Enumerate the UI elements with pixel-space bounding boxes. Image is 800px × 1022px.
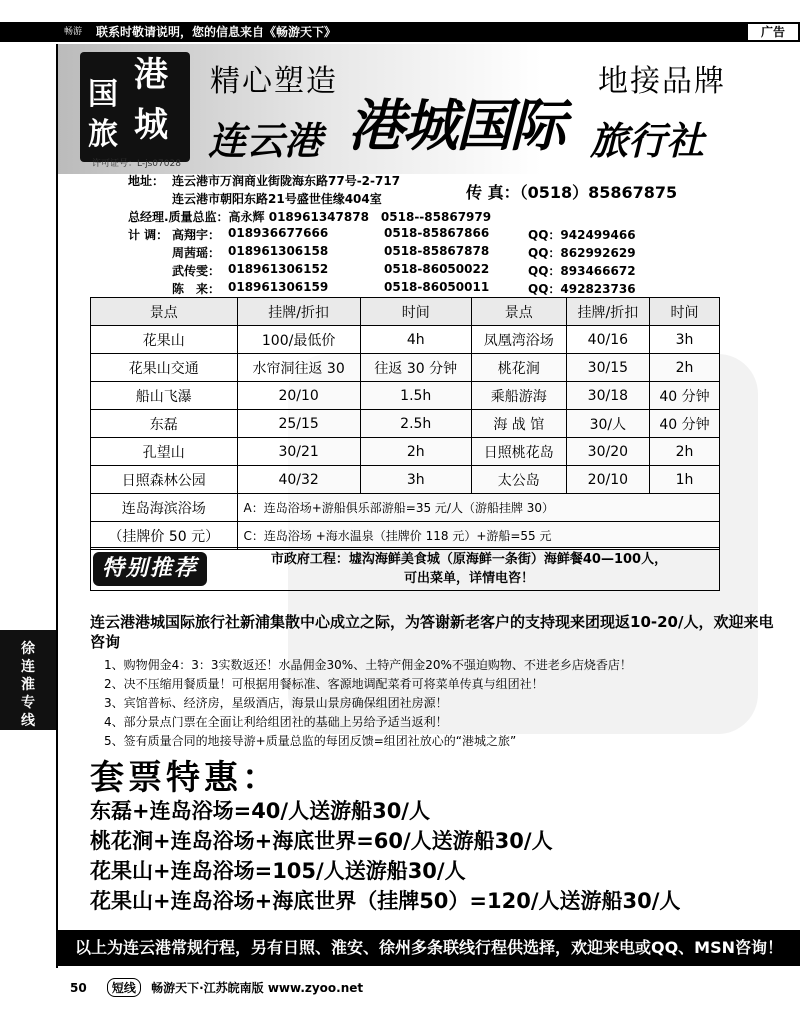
package-item: 花果山+连岛浴场+海底世界（挂牌50）=120/人送游船30/人 <box>90 889 681 913</box>
rule-item: 2、决不压缩用餐质量！可根据用餐标准、客源地调配菜肴可将菜单传真与组团社！ <box>104 677 544 691</box>
beach-row-a <box>91 494 720 522</box>
beach-option-c: C：连岛浴场 +海水温泉（挂牌价 118 元）+游船=55 元 <box>237 522 719 550</box>
table-cell: 3h <box>649 326 719 354</box>
table-cell: 4h <box>360 326 471 354</box>
table-cell: 2h <box>649 438 719 466</box>
side-tab-char: 连 <box>21 659 35 675</box>
table-cell: 40/32 <box>237 466 360 494</box>
table-cell: 30/18 <box>566 382 649 410</box>
agency-logo <box>80 52 190 162</box>
side-tab-char: 线 <box>21 713 35 729</box>
table-cell: 花果山交通 <box>91 354 238 382</box>
table-row <box>91 354 720 382</box>
dispatcher-mobile: 018961306159 <box>228 280 329 294</box>
rule-item: 4、部分景点门票在全面让利给组团社的基础上另给予适当返利！ <box>104 715 448 729</box>
side-tab-char: 徐 <box>21 641 35 657</box>
table-cell: 日照桃花岛 <box>471 438 566 466</box>
rule-item: 5、签有质量合同的地接导游+质量总监的每团反馈=组团社放心的“港城之旅” <box>104 734 517 748</box>
logo-char: 城 <box>134 105 168 145</box>
table-cell: 花果山 <box>91 326 238 354</box>
table-row <box>91 382 720 410</box>
package-item: 花果山+连岛浴场=105/人送游船30/人 <box>90 859 466 883</box>
dispatcher-name: 陈 来： <box>172 282 221 296</box>
agency-name: 港城国际 <box>348 94 564 159</box>
table-cell: 往返 30 分钟 <box>360 354 471 382</box>
bottom-banner: 以上为连云港常规行程，另有日照、淮安、徐州多条联线行程供选择，欢迎来电或QQ、MSN咨询！ <box>58 930 800 966</box>
side-tab-route <box>0 630 56 730</box>
table-cell: 100/最低价 <box>237 326 360 354</box>
table-cell: 太公岛 <box>471 466 566 494</box>
header-cell: 景点 <box>91 298 238 326</box>
address-line-2: 连云港市朝阳东路21号盛世佳缘404室 <box>172 192 382 206</box>
fax-number: 传 真：（0518）85867875 <box>466 183 678 202</box>
package-title: 套票特惠： <box>90 758 280 798</box>
dispatcher-name: 高翔宇： <box>172 228 221 242</box>
dispatcher-tel: 0518-85867878 <box>384 244 490 258</box>
dispatch-label: 计 调： <box>128 228 169 242</box>
logo-char: 国 <box>88 77 118 112</box>
rule-item: 3、宾馆普标、经济房，星级酒店，海景山景房确保组团社房源！ <box>104 696 448 710</box>
table-cell: 凤凰湾浴场 <box>471 326 566 354</box>
special-line-1: 市政府工程：墟沟海鲜美食城（原海鲜一条街）海鲜餐40—100人， <box>270 552 668 567</box>
beach-price: （挂牌价 50 元） <box>91 522 238 550</box>
agency-type: 旅行社 <box>590 119 705 163</box>
table-cell: 30/20 <box>566 438 649 466</box>
dispatcher-mobile: 018936677666 <box>228 226 329 240</box>
brand-slogan: 地接品牌 <box>598 64 726 99</box>
table-row <box>91 410 720 438</box>
dispatcher-qq: QQ：492823736 <box>528 282 636 296</box>
table-cell: 30/21 <box>237 438 360 466</box>
special-recommendation <box>90 547 720 591</box>
service-rules <box>104 656 632 751</box>
table-cell: 桃花涧 <box>471 354 566 382</box>
attractions-table <box>90 297 720 550</box>
table-cell: 40 分钟 <box>649 382 719 410</box>
license-number: 许可证号：L-js07028 <box>92 159 181 169</box>
table-cell: 30/人 <box>566 410 649 438</box>
table-cell: 3h <box>360 466 471 494</box>
publication-name: 畅游天下·江苏皖南版 www.zyoo.net <box>151 981 364 995</box>
package-item: 东磊+连岛浴场=40/人送游船30/人 <box>90 799 430 823</box>
table-cell: 1.5h <box>360 382 471 410</box>
table-cell: 40/16 <box>566 326 649 354</box>
header-cell: 景点 <box>471 298 566 326</box>
header-cell: 时间 <box>360 298 471 326</box>
table-cell: 30/15 <box>566 354 649 382</box>
table-cell: 东磊 <box>91 410 238 438</box>
logo-char: 港 <box>134 55 168 95</box>
dispatcher-mobile: 018961306158 <box>228 244 329 258</box>
top-banner <box>0 22 800 42</box>
section-tag: 短线 <box>107 978 141 997</box>
beach-name: 连岛海滨浴场 <box>91 494 238 522</box>
table-cell: 孔望山 <box>91 438 238 466</box>
table-cell: 2h <box>360 438 471 466</box>
table-cell: 2h <box>649 354 719 382</box>
dispatcher-qq: QQ：942499466 <box>528 228 636 242</box>
table-row <box>91 466 720 494</box>
header-cell: 挂牌/折扣 <box>237 298 360 326</box>
table-cell: 20/10 <box>237 382 360 410</box>
dispatcher-qq: QQ：893466672 <box>528 264 636 278</box>
header <box>58 44 800 174</box>
table-cell: 海 战 馆 <box>471 410 566 438</box>
special-line-2: 可出菜单，详情电咨！ <box>403 571 534 586</box>
dispatcher-qq: QQ：862992629 <box>528 246 636 260</box>
address-line-1: 连云港市万润商业街陇海东路77号-2-717 <box>172 174 401 188</box>
dispatcher-mobile: 018961306152 <box>228 262 329 276</box>
slogan: 精心塑造 <box>210 64 338 99</box>
ad-page <box>56 44 800 968</box>
city-name: 连云港 <box>208 119 323 163</box>
package-item: 桃花涧+连岛浴场+海底世界=60/人送游船30/人 <box>90 829 553 853</box>
address-label: 地址： <box>128 174 165 188</box>
table-header-row <box>91 298 720 326</box>
special-text <box>219 550 719 588</box>
package-list <box>90 796 680 916</box>
table-cell: 20/10 <box>566 466 649 494</box>
ad-label: 广告 <box>746 22 800 42</box>
beach-option-a: A：连岛浴场+游船俱乐部游船=35 元/人（游船挂牌 30） <box>237 494 719 522</box>
table-cell: 日照森林公园 <box>91 466 238 494</box>
table-cell: 船山飞瀑 <box>91 382 238 410</box>
table-cell: 水帘洞往返 30 <box>237 354 360 382</box>
promo-announcement: 连云港港城国际旅行社新浦集散中心成立之际，为答谢新老客户的支持现来团现返10-20/人，欢迎来电咨询 <box>90 613 774 651</box>
dispatcher-name: 武传雯： <box>172 264 221 278</box>
dispatcher-tel: 0518-85867866 <box>384 226 490 240</box>
side-tab-char: 淮 <box>21 677 35 693</box>
logo-char: 旅 <box>88 117 118 152</box>
magazine-logo: 畅游 <box>63 27 82 37</box>
page-footer <box>70 978 363 997</box>
table-cell: 2.5h <box>360 410 471 438</box>
page-number: 50 <box>70 981 87 995</box>
manager-contact: 总经理.质量总监：高永辉 018961347878 0518--85867979 <box>128 210 492 224</box>
header-cell: 挂牌/折扣 <box>566 298 649 326</box>
dispatcher-tel: 0518-86050011 <box>384 280 490 294</box>
table-cell: 25/15 <box>237 410 360 438</box>
source-note: 联系时敬请说明，您的信息来自《畅游天下》 <box>96 25 337 39</box>
beach-row-c <box>91 522 720 550</box>
dispatcher-tel: 0518-86050022 <box>384 262 490 276</box>
table-row <box>91 326 720 354</box>
table-cell: 1h <box>649 466 719 494</box>
side-tab-char: 专 <box>21 695 35 711</box>
table-cell: 40 分钟 <box>649 410 719 438</box>
header-cell: 时间 <box>649 298 719 326</box>
table-row <box>91 438 720 466</box>
special-badge: 特别推荐 <box>93 552 207 586</box>
rule-item: 1、购物佣金4：3：3实数返还！水晶佣金30%、土特产佣金20%不强迫购物、不进老乡店烧香店！ <box>104 658 632 672</box>
dispatcher-name: 周茜瑶： <box>172 246 221 260</box>
table-cell: 乘船游海 <box>471 382 566 410</box>
